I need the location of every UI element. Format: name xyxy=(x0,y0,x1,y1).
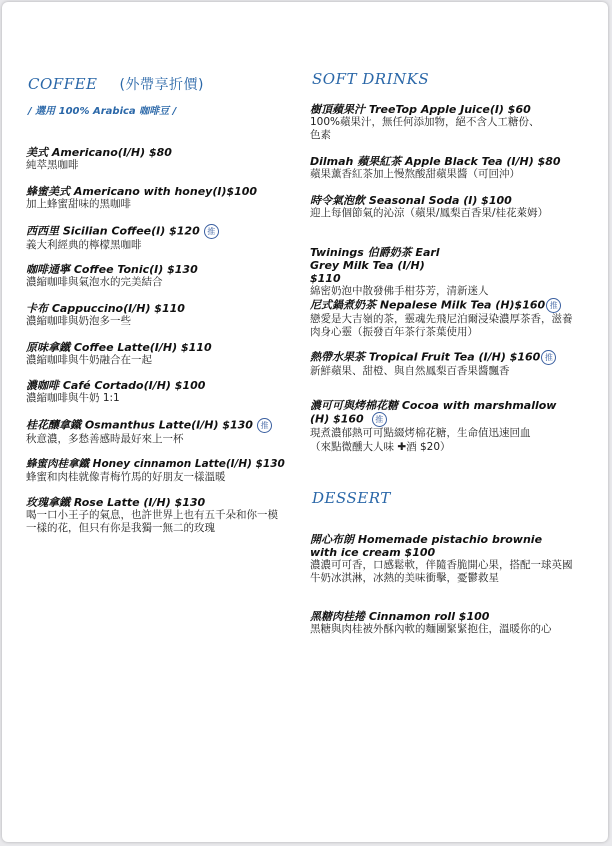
item-desc: 加上蜂蜜甜味的黑咖啡 xyxy=(26,198,131,210)
item-name-text: 尼式鍋煮奶茶 Nepalese Milk Tea (H)$160 xyxy=(310,298,546,312)
item-name: 蜂蜜美式 Americano with honey(I)$100 xyxy=(26,185,258,198)
item-name xyxy=(26,224,294,239)
item-name: 時令氣泡飲 Seasonal Soda (I) $100 xyxy=(310,194,512,207)
menu-item xyxy=(310,298,582,339)
dessert-title: DESSERT xyxy=(312,489,391,507)
item-name xyxy=(26,418,294,433)
menu-item xyxy=(310,350,582,378)
item-desc: 義大利經典的檸檬黑咖啡 xyxy=(26,239,142,251)
menu-item xyxy=(310,610,582,636)
menu-item xyxy=(26,341,294,367)
item-name: Dilmah 蘋果紅茶 Apple Black Tea (I/H) $80 xyxy=(310,155,561,168)
item-name xyxy=(310,298,582,313)
item-name-text: 熱帶水果茶 Tropical Fruit Tea (I/H) $160 xyxy=(310,350,541,364)
menu-item xyxy=(26,496,294,535)
item-name-text: 濃可可與烤棉花糖 Cocoa with marshmallow (H) $160 xyxy=(310,399,557,426)
item-name: 黑糖肉桂捲 Cinnamon roll $100 xyxy=(310,610,490,623)
item-desc: 黑糖與肉桂被外酥內軟的麵團緊緊抱住，溫暖你的心 xyxy=(310,623,552,635)
menu-item xyxy=(310,246,582,298)
coffee-subtitle: / 選用 100% Arabica 咖啡豆 / xyxy=(28,106,177,117)
recommend-stamp-icon: 推 xyxy=(541,350,556,365)
menu-page xyxy=(2,2,608,842)
item-name xyxy=(310,399,560,427)
menu-item xyxy=(26,224,294,252)
recommend-stamp-icon: 推 xyxy=(372,412,387,427)
item-desc: 秋意濃，多愁善感時最好來上一杯 xyxy=(26,433,184,445)
item-desc: 濃縮咖啡與奶泡多一些 xyxy=(26,315,131,327)
item-name: 樹頂蘋果汁 TreeTop Apple Juice(I) $60 xyxy=(310,103,531,116)
menu-item xyxy=(310,103,582,142)
menu-item xyxy=(26,302,294,328)
menu-item xyxy=(26,185,294,211)
menu-item xyxy=(310,194,582,220)
item-name: 濃咖啡 Café Cortado(I/H) $100 xyxy=(26,379,206,392)
menu-item xyxy=(26,263,294,289)
coffee-section-title xyxy=(28,74,204,94)
item-name: 美式 Americano(I/H) $80 xyxy=(26,146,172,159)
coffee-title: COFFEE xyxy=(28,75,98,93)
item-name: 原味拿鐵 Coffee Latte(I/H) $110 xyxy=(26,341,212,354)
item-desc: 濃縮咖啡與牛奶 1:1 xyxy=(26,392,120,404)
item-desc: 100%蘋果汁，無任何添加物，絕不含人工糖份、色素 xyxy=(310,116,540,141)
item-desc: 喝一口小王子的氣息，也許世界上也有五千朵和你一模一樣的花，但只有你是我獨一無二的玫瑰 xyxy=(26,509,278,534)
item-name: 蜂蜜肉桂拿鐵 Honey cinnamon Latte(I/H) $130 xyxy=(26,458,285,470)
item-desc: 蘋果薰香紅茶加上慢熬酸甜蘋果醬（可回沖） xyxy=(310,168,520,180)
menu-item xyxy=(310,399,582,454)
item-name-text: 桂花釀拿鐵 Osmanthus Latte(I/H) $130 xyxy=(26,418,253,432)
menu-item xyxy=(26,379,294,405)
item-desc: 迎上每個節氣的沁涼（蘋果/鳳梨百香果/桂花萊姆） xyxy=(310,207,549,219)
item-desc: 現煮濃郁熱可可點綴烤棉花糖，生命值迅速回血 xyxy=(310,427,531,439)
item-desc: 濃縮咖啡與氣泡水的完美結合 xyxy=(26,276,163,288)
recommend-stamp-icon: 推 xyxy=(546,298,561,313)
item-name: 咖啡通寧 Coffee Tonic(I) $130 xyxy=(26,263,198,276)
menu-item xyxy=(310,533,582,585)
item-name: 玫瑰拿鐵 Rose Latte (I/H) $130 xyxy=(26,496,206,509)
item-desc: 濃縮咖啡與牛奶融合在一起 xyxy=(26,354,152,366)
menu-item xyxy=(26,418,294,446)
item-desc: 綿密奶泡中散發佛手柑芬芳，清新迷人 xyxy=(310,285,489,297)
item-name-text: 西西里 Sicilian Coffee(I) $120 xyxy=(26,224,200,238)
menu-item xyxy=(26,458,294,484)
recommend-stamp-icon: 推 xyxy=(257,418,272,433)
item-desc: 戀愛是大吉嶺的茶，靈魂先飛尼泊爾浸染濃厚茶香，滋養肉身心靈（振發百年茶行茶葉使用） xyxy=(310,313,573,338)
item-name: 開心布朗 Homemade pistachio brownie with ice cream $100 xyxy=(310,533,543,559)
recommend-stamp-icon: 推 xyxy=(204,224,219,239)
coffee-title-note: (外帶享折價) xyxy=(119,77,204,93)
item-desc: 純萃黑咖啡 xyxy=(26,159,79,171)
item-desc: 濃濃可可香，口感鬆軟，伴隨香脆開心果，搭配一球英國牛奶冰淇淋，冰熱的美味衝擊，憂鬱救星 xyxy=(310,559,573,584)
item-desc: 蜂蜜和肉桂就像青梅竹馬的好朋友一樣溫暖 xyxy=(26,471,226,483)
item-name: Twinings 伯爵奶茶 Earl Grey Milk Tea (I/H) $110 xyxy=(310,246,440,285)
soft-drinks-title: SOFT DRINKS xyxy=(312,70,430,88)
item-name: 卡布 Cappuccino(I/H) $110 xyxy=(26,302,185,315)
item-desc: 新鮮蘋果、甜橙、與自然鳳梨百香果醬飄香 xyxy=(310,365,510,377)
item-name xyxy=(310,350,582,365)
menu-item xyxy=(26,146,294,172)
menu-item xyxy=(310,155,582,181)
item-addon: （來點微醺大人味 ✚酒 $20） xyxy=(310,441,451,453)
